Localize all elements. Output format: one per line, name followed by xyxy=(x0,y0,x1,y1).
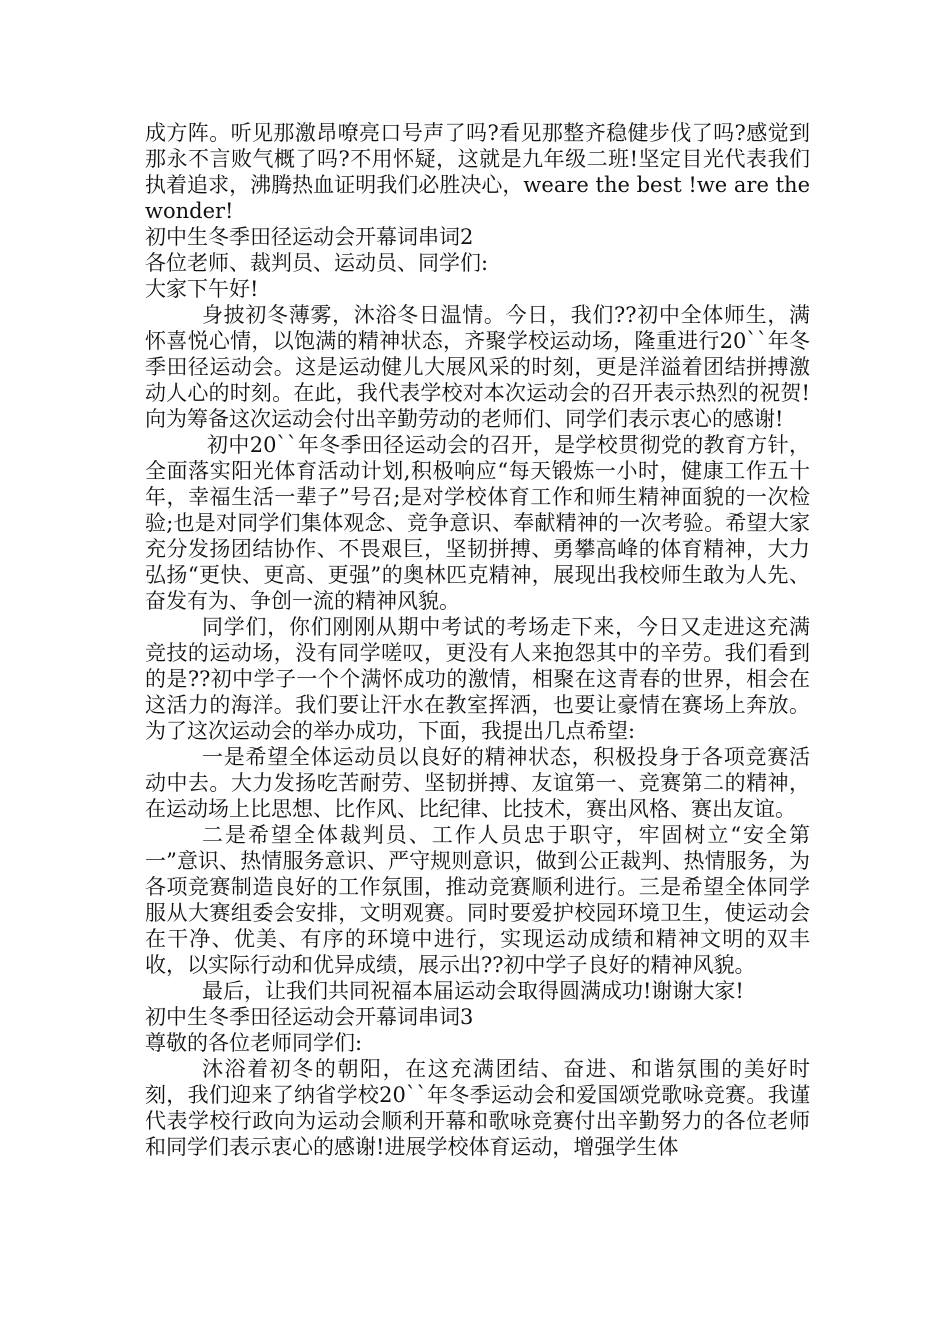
salutation: 尊敬的各位老师同学们: xyxy=(145,1031,363,1055)
paragraph: 沐浴着初冬的朝阳，在这充满团结、奋进、和谐氛围的美好时刻，我们迎来了纳省学校20``年冬季运动会和爱国颂党歌咏竞赛。我谨代表学校行政向为运动会顺利开幕和歌咏竞赛付出辛勤努力的各位老师和同学们表示衷心的感谢!进展学校体育运动，增强学生体 xyxy=(145,1057,810,1159)
paragraph: 一是希望全体运动员以良好的精神状态，积极投身于各项竞赛活动中去。大力发扬吃苦耐劳、坚韧拼搏、友谊第一、竞赛第二的精神，在运动场上比思想、比作风、比纪律、比技术，赛出风格、赛出友谊。 xyxy=(145,745,810,821)
paragraph: 二是希望全体裁判员、工作人员忠于职守，牢固树立“安全第一”意识、热情服务意识、严守规则意识，做到公正裁判、热情服务，为各项竞赛制造良好的工作氛围，推动竞赛顺利进行。三是希望全体同学服从大赛组委会安排，文明观赛。同时要爱护校园环境卫生，使运动会在干净、优美、有序的环境中进行，实现运动成绩和精神文明的双丰收，以实际行动和优异成绩，展示出??初中学子良好的精神风貌。 xyxy=(145,823,810,977)
section-heading-2: 初中生冬季田径运动会开幕词串词2 xyxy=(145,225,474,249)
salutation: 各位老师、裁判员、运动员、同学们: xyxy=(145,251,489,275)
paragraph: 身披初冬薄雾，沐浴冬日温情。今日，我们??初中全体师生，满怀喜悦心情，以饱满的精神状态，齐聚学校运动场，隆重进行20``年冬季田径运动会。这是运动健儿大展风采的时刻，更是洋溢着团结拼搏激动人心的时刻。在此，我代表学校对本次运动会的召开表示热烈的祝贺!向为筹备这次运动会付出辛勤劳动的老师们、同学们表示衷心的感谢! xyxy=(145,303,810,431)
paragraph-continuation: 成方阵。听见那激昂嘹亮口号声了吗?看见那整齐稳健步伐了吗?感觉到那永不言败气概了吗?不用怀疑，这就是九年级二班!坚定目光代表我们执着追求，沸腾热血证明我们必胜决心，weare the best !we are the wonder! xyxy=(145,121,810,223)
section-heading-3: 初中生冬季田径运动会开幕词串词3 xyxy=(145,1005,474,1029)
greeting: 大家下午好! xyxy=(145,277,259,301)
paragraph: 同学们，你们刚刚从期中考试的考场走下来，今日又走进这充满竞技的运动场，没有同学嗟叹，更没有人来抱怨其中的辛劳。我们看到的是??初中学子一个个满怀成功的激情，相聚在这青春的世界，相会在这活力的海洋。我们要让汗水在教室挥洒，也要让豪情在赛场上奔放。为了这次运动会的举办成功，下面，我提出几点希望: xyxy=(145,615,810,743)
document-body xyxy=(145,120,810,1160)
closing-line: 最后，让我们共同祝福本届运动会取得圆满成功!谢谢大家! xyxy=(202,979,744,1003)
paragraph: 初中20``年冬季田径运动会的召开，是学校贯彻党的教育方针，全面落实阳光体育活动计划,积极响应“每天锻炼一小时，健康工作五十年，幸福生活一辈子”号召;是对学校体育工作和师生精神面貌的一次检验;也是对同学们集体观念、竞争意识、奉献精神的一次考验。希望大家充分发扬团结协作、不畏艰巨，坚韧拼搏、勇攀高峰的体育精神，大力弘扬“更快、更高、更强”的奥林匹克精神，展现出我校师生敢为人先、奋发有为、争创一流的精神风貌。 xyxy=(145,433,810,613)
